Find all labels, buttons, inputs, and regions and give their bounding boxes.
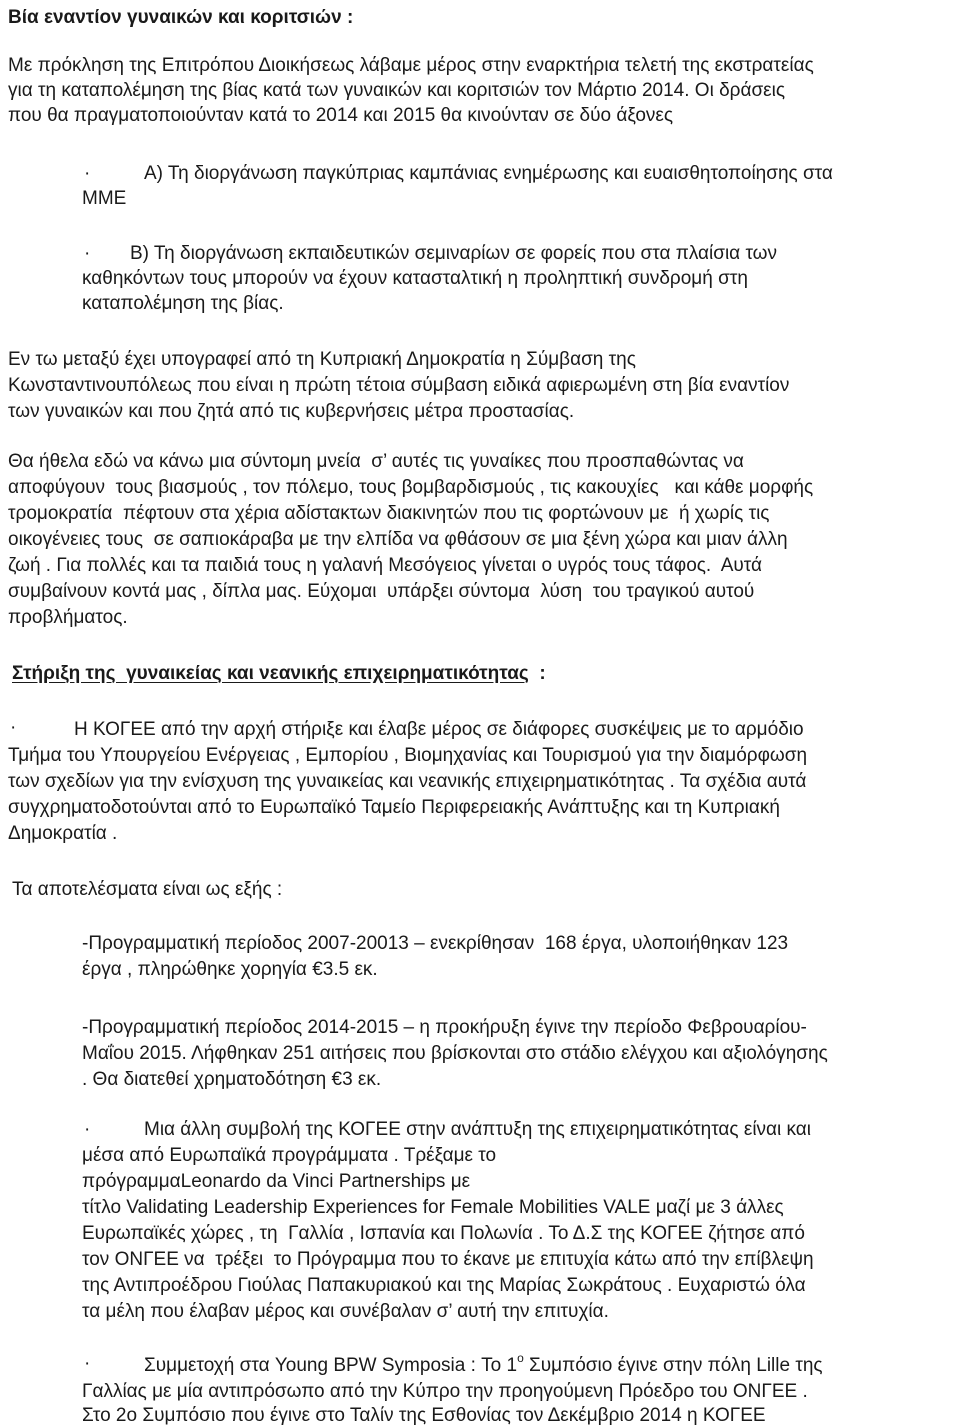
bullet-marker: · (84, 1119, 91, 1140)
bullet-kogee-line: Η ΚΟΓΕΕ από την αρχή στήριξε και έλαβε μέρος σε διάφορες συσκέψεις με το αρμόδιο (74, 719, 804, 740)
paragraph-line: Εν τω μεταξύ έχει υπογραφεί από τη Κυπριακή Δημοκρατία η Σύμβαση της (8, 349, 636, 370)
period-line: -Προγραμματική περίοδος 2007-20013 – ενεκρίθησαν 168 έργα, υλοποιήθηκαν 123 (82, 933, 789, 954)
section-heading-entrepreneurship (12, 662, 546, 686)
bpw-line-end: Συμπόσιο έγινε στην πόλη Lille της (523, 1355, 823, 1376)
bullet-bpw-line: Γαλλίας με μία αντιπρόσωπο από την Κύπρο την προηγούμενη Πρόεδρο του ΟΝΓΕΕ . (82, 1381, 808, 1402)
bullet-kogee-line: των σχεδίων για την ενίσχυση της γυναικείας και νεανικής επιχειρηματικότητας . Τα σχέδια αυτά (8, 771, 807, 792)
bullet-marker: · (84, 163, 91, 184)
paragraph-line: για τη καταπολέμηση της βίας κατά των γυναικών και κοριτσιών τον Μάρτιο 2014. Οι δράσεις (8, 80, 786, 101)
paragraph-line: Θα ήθελα εδώ να κάνω μια σύντομη μνεία σ’ αυτές τις γυναίκες που προσπαθώντας να (8, 451, 744, 472)
bullet-bpw-line (144, 1351, 823, 1379)
section-heading-violence: Βία εναντίον γυναικών και κοριτσιών : (8, 7, 354, 28)
period-line: . Θα διατεθεί χρηματοδότηση €3 εκ. (82, 1069, 382, 1090)
bullet-kogee-line: Τμήμα του Υπουργείου Ενέργειας , Εμπορίου , Βιομηχανίας και Τουρισμού για την διαμόρφωση (8, 745, 808, 766)
period-line: έργα , πληρώθηκε χορηγία €3.5 εκ. (82, 959, 378, 980)
bullet-kogee-line: συγχρηματοδοτούνται από το Ευρωπαϊκό Ταμείο Περιφερειακής Ανάπτυξης και τη Κυπριακή (8, 797, 780, 818)
bullet-a-line: ΜΜΕ (82, 188, 127, 209)
bullet-bpw-line: Στο 2ο Συμπόσιο που έγινε στο Ταλίν της Εσθονίας τον Δεκέμβριο 2014 η ΚΟΓΕΕ (82, 1405, 766, 1426)
bullet-marker: · (10, 717, 17, 738)
paragraph-line: τρομοκρατία πέφτουν στα χέρια αδίστακτων διακινητών που τις φορτώνουν με ή χωρίς τις (8, 503, 770, 524)
bullet-vale-line: τίτλο Validating Leadership Experiences for Female Mobilities VALE μαζί με 3 άλλες (82, 1197, 784, 1218)
paragraph-line: Κωνσταντινουπόλεως που είναι η πρώτη τέτοια σύμβαση ειδικά αφιερωμένη στη βία εναντίον (8, 375, 790, 396)
paragraph-line: οικογένειες τους σε σαπιοκάραβα με την ελπίδα να φθάσουν σε μια ξένη χώρα και μιαν άλλη (8, 529, 788, 550)
ordinal-superscript: ο (517, 1351, 524, 1365)
paragraph-line: ζωή . Για πολλές και τα παιδιά τους η γαλανή Μεσόγειος γίνεται ο υγρός τους τάφος. Αυτά (8, 555, 762, 576)
paragraph-line: προβλήματος. (8, 607, 128, 628)
bullet-marker: · (84, 243, 91, 264)
bullet-vale-line: της Αντιπροέδρου Γιούλας Παπακυριακού και της Μαρίας Σωκράτους . Ευχαριστώ όλα (82, 1275, 806, 1296)
results-label: Τα αποτελέσματα είναι ως εξής : (12, 879, 283, 900)
bullet-b-line: καθηκόντων τους μπορούν να έχουν κατασταλτική η προληπτική συνδρομή στη (82, 268, 748, 289)
period-line: -Προγραμματική περίοδος 2014-2015 – η προκήρυξη έγινε την περίοδο Φεβρουαρίου- (82, 1017, 807, 1038)
period-line: Μαΐου 2015. Λήφθηκαν 251 αιτήσεις που βρίσκονται στο στάδιο ελέγχου και αξιολόγησης (82, 1043, 828, 1064)
bullet-marker: · (84, 1353, 91, 1374)
bullet-vale-line: μέσα από Ευρωπαϊκά προγράμματα . Τρέξαμε το (82, 1145, 497, 1166)
section-heading-text: Στήριξη της γυναικείας και νεανικής επιχειρηματικότητας (12, 663, 529, 684)
bullet-b-line: Β) Τη διοργάνωση εκπαιδευτικών σεμιναρίων σε φορείς που στα πλαίσια των (130, 243, 778, 264)
paragraph-line: συμβαίνουν κοντά μας , δίπλα μας. Εύχομαι υπάρξει σύντομα λύση του τραγικού αυτού (8, 581, 755, 602)
bullet-b-line: καταπολέμηση της βίας. (82, 293, 284, 314)
paragraph-line: των γυναικών και που ζητά από τις κυβερνήσεις μέτρα προστασίας. (8, 401, 575, 422)
section-heading-suffix: : (528, 663, 546, 684)
paragraph-line: Με πρόκληση της Επιτρόπου Διοικήσεως λάβαμε μέρος στην εναρκτήρια τελετή της εκστρατείας (8, 55, 814, 76)
bullet-vale-line: πρόγραμμαLeonardo da Vinci Partnerships με (82, 1171, 471, 1192)
bpw-line-start: Συμμετοχή στα Young BPW Symposia : Το 1 (144, 1355, 518, 1376)
bullet-vale-line: Μια άλλη συμβολή της ΚΟΓΕΕ στην ανάπτυξη της επιχειρηματικότητας είναι και (144, 1119, 812, 1140)
bullet-vale-line: τον ΟΝΓΕΕ να τρέξει το Πρόγραμμα που το έκανε με επιτυχία κάτω από την επίβλεψη (82, 1249, 814, 1270)
bullet-kogee-line: Δημοκρατία . (8, 823, 118, 844)
paragraph-line: που θα πραγματοποιούνταν κατά το 2014 και 2015 θα κινούνταν σε δύο άξονες (8, 105, 674, 126)
bullet-vale-line: τα μέλη που έλαβαν μέρος και συνέβαλαν σ’ αυτή την επιτυχία. (82, 1301, 609, 1322)
bullet-a-line: Α) Τη διοργάνωση παγκύπριας καμπάνιας ενημέρωσης και ευαισθητοποίησης στα (144, 163, 833, 184)
bullet-vale-line: Ευρωπαϊκές χώρες , τη Γαλλία , Ισπανία και Πολωνία . Το Δ.Σ της ΚΟΓΕΕ ζήτησε από (82, 1223, 805, 1244)
paragraph-line: αποφύγουν τους βιασμούς , τον πόλεμο, τους βομβαρδισμούς , τις κακουχίες και κάθε μορφής (8, 477, 814, 498)
